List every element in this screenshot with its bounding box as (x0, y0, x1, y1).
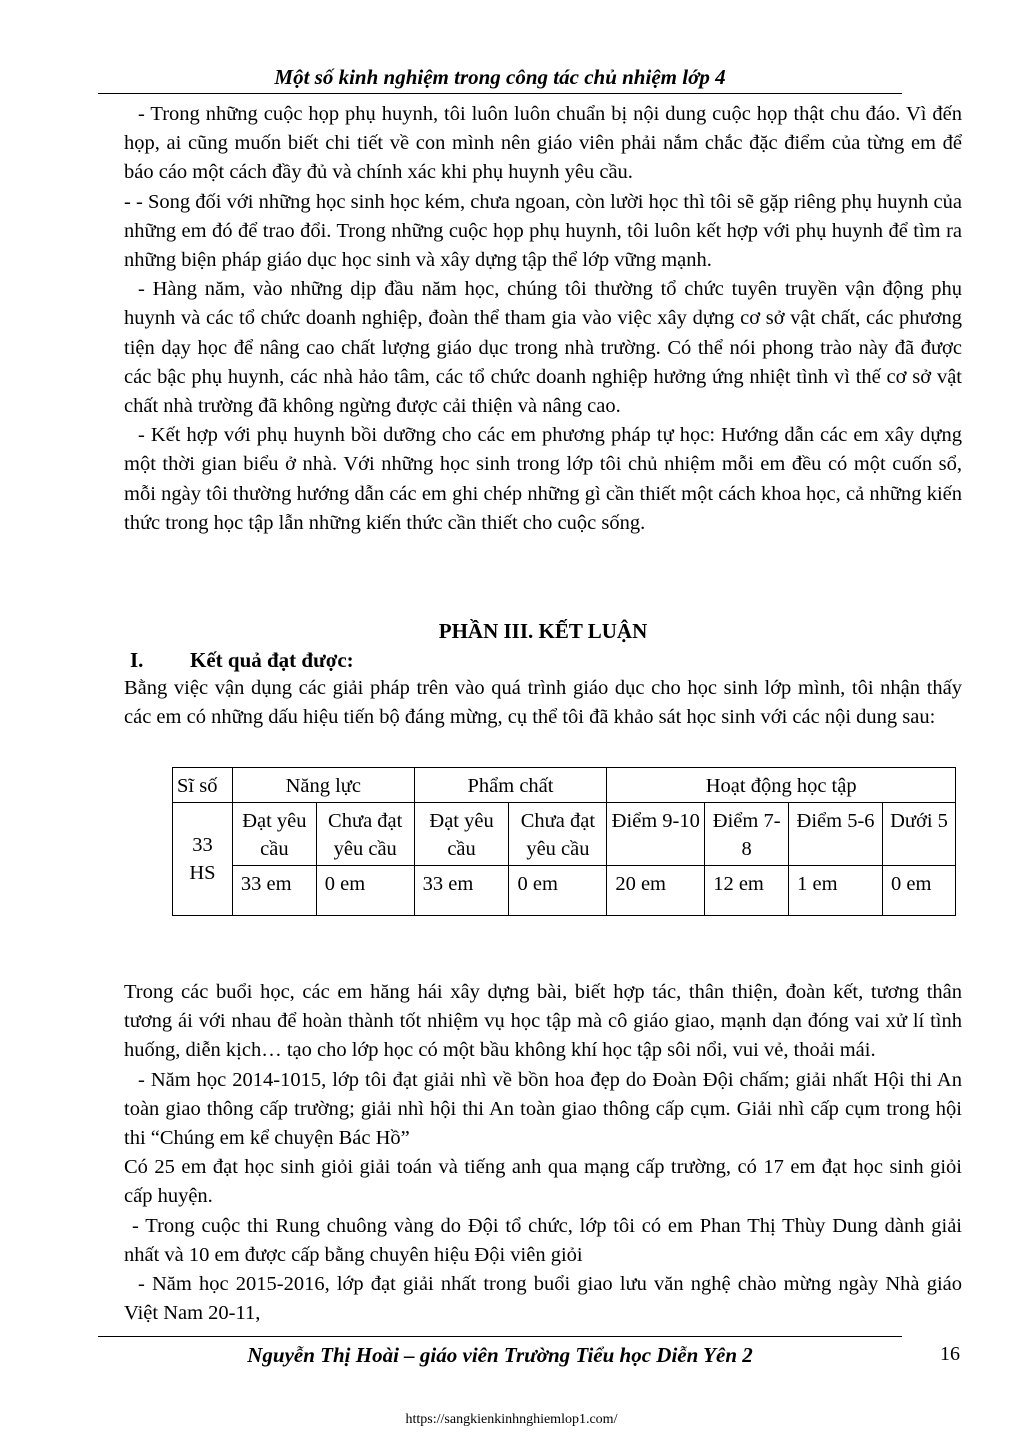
paragraph-awards-2014: - Năm học 2014-1015, lớp tôi đạt giải nhì về bồn hoa đẹp do Đoàn Đội chấm; giải nhất Hội thi An toàn giao thông cấp trường; giải nhì hội thi An toàn giao thông cấp cụm. Giải nhì cấp cụm trong hội thi “Chúng em kể chuyện Bác Hồ” (124, 1068, 962, 1150)
results-table (172, 767, 956, 916)
body-text-bottom (124, 978, 962, 1328)
table-cell: 0 em (509, 866, 607, 916)
section-heading (130, 646, 354, 674)
table-subheader: Đạt yêu cầu (414, 803, 509, 866)
table-row (173, 768, 956, 803)
part-title: PHẦN III. KẾT LUẬN (438, 619, 648, 643)
table-subheader: Điểm 5-6 (789, 803, 883, 866)
paragraph-annual-mobilization: - Hàng năm, vào những dịp đầu năm học, chúng tôi thường tổ chức tuyên truyền vận động phụ huynh và các tổ chức doanh nghiệp, đoàn thể tham gia vào việc xây dựng cơ sở vật chất, các phương tiện dạy học để nâng cao chất lượng giáo dục trong nhà trường. Có thể nói phong trào này đã được các bậc phụ huynh, các nhà hảo tâm, các tổ chức doanh nghiệp hưởng ứng nhiệt tình vì thế cơ sở vật chất nhà trường đã không ngừng được cải thiện và nâng cao. (124, 278, 962, 418)
footer-author: Nguyễn Thị Hoài – giáo viên Trường Tiểu học Diễn Yên 2 (247, 1343, 753, 1367)
table-cell: 33 em (414, 866, 509, 916)
paragraph-self-study: - Kết hợp với phụ huynh bồi dưỡng cho các em phương pháp tự học: Hướng dẫn các em xây dựng một thời gian biểu ở nhà. Với những học sinh trong lớp tôi chủ nhiệm mỗi em đều có một cuốn sổ, mỗi ngày tôi thường hướng dẫn các em ghi chép những gì cần thiết một cách khoa học, cả những kiến thức trong học tập lẫn những kiến thức cần thiết cho cuộc sống. (124, 424, 962, 534)
table-subheader: Chưa đạt yêu cầu (509, 803, 607, 866)
source-url-link[interactable]: https://sangkienkinhnghiemlop1.com/ (405, 1412, 618, 1427)
table-cell: 1 em (789, 866, 883, 916)
table-cell-si-so-value: 33 HS (173, 803, 233, 916)
table-cell: 0 em (316, 866, 414, 916)
table-header-group: Hoạt động học tập (607, 768, 956, 803)
intro-text (124, 674, 962, 732)
table-header-group: Phẩm chất (414, 768, 607, 803)
table-row (173, 866, 956, 916)
paragraph-parent-meetings: - Trong những cuộc họp phụ huynh, tôi luôn luôn chuẩn bị nội dung cuộc họp thật chu đáo. Vì đến họp, ai cũng muốn biết chi tiết về con mình nên giáo viên phải nắm chắc đặc điểm của từng em để báo cáo một cách đầy đủ và chính xác khi phụ huynh yêu cầu. (124, 103, 962, 184)
table-subheader: Chưa đạt yêu cầu (316, 803, 414, 866)
paragraph-golden-bell: - Trong cuộc thi Rung chuông vàng do Đội tổ chức, lớp tôi có em Phan Thị Thùy Dung dành giải nhất và 10 em được cấp bằng chuyên hiệu Đội viên giỏi (124, 1214, 962, 1266)
paragraph-class-atmosphere: Trong các buổi học, các em hăng hái xây dựng bài, biết hợp tác, thân thiện, đoàn kết, tương thân tương ái với nhau để hoàn thành tốt nhiệm vụ học tập mà cô giáo giao, mạnh dạn đóng vai xử lí tình huống, diễn kịch… tạo cho lớp học có một bầu không khí học tập sôi nổi, vui vẻ, thoải mái. (124, 981, 962, 1062)
table-cell: 12 em (705, 866, 789, 916)
paragraph-awards-2015: - Năm học 2015-2016, lớp đạt giải nhất trong buổi giao lưu văn nghệ chào mừng ngày Nhà giáo Việt Nam 20-11, (124, 1273, 962, 1325)
table-subheader: Dưới 5 (882, 803, 955, 866)
footer-divider (98, 1336, 902, 1337)
table-subheader: Đạt yêu cầu (232, 803, 316, 866)
table-subheader: Điểm 7-8 (705, 803, 789, 866)
table-cell: 33 em (232, 866, 316, 916)
header-divider (98, 93, 902, 94)
paragraph-good-students: Có 25 em đạt học sinh giỏi giải toán và tiếng anh qua mạng cấp trường, có 17 em đạt học sinh giỏi cấp huyện. (124, 1156, 962, 1208)
table-subheader: Điểm 9-10 (607, 803, 705, 866)
page-header-title: Một số kinh nghiệm trong công tác chủ nhiệm lớp 4 (274, 65, 726, 89)
paragraph-weak-students: - - Song đối với những học sinh học kém, chưa ngoan, còn lười học thì tôi sẽ gặp riêng phụ huynh của những em đó để trao đổi. Trong những cuộc họp phụ huynh, tôi luôn kết hợp với phụ huynh để tìm ra những biện pháp giáo dục học sinh và xây dựng tập thể lớp vững mạnh. (124, 190, 962, 272)
paragraph-intro: Bằng việc vận dụng các giải pháp trên vào quá trình giáo dục cho học sinh lớp mình, tôi nhận thấy các em có những dấu hiệu tiến bộ đáng mừng, cụ thể tôi đã khảo sát học sinh với các nội dung sau: (124, 677, 962, 729)
page-number: 16 (940, 1343, 960, 1365)
table-header-si-so: Sĩ số (173, 768, 233, 803)
section-title: Kết quả đạt được: (190, 648, 354, 672)
table-cell: 0 em (882, 866, 955, 916)
table-cell: 20 em (607, 866, 705, 916)
body-text-top (124, 100, 962, 538)
table-row (173, 803, 956, 866)
section-number: I. (130, 648, 144, 672)
table-header-group: Năng lực (232, 768, 414, 803)
